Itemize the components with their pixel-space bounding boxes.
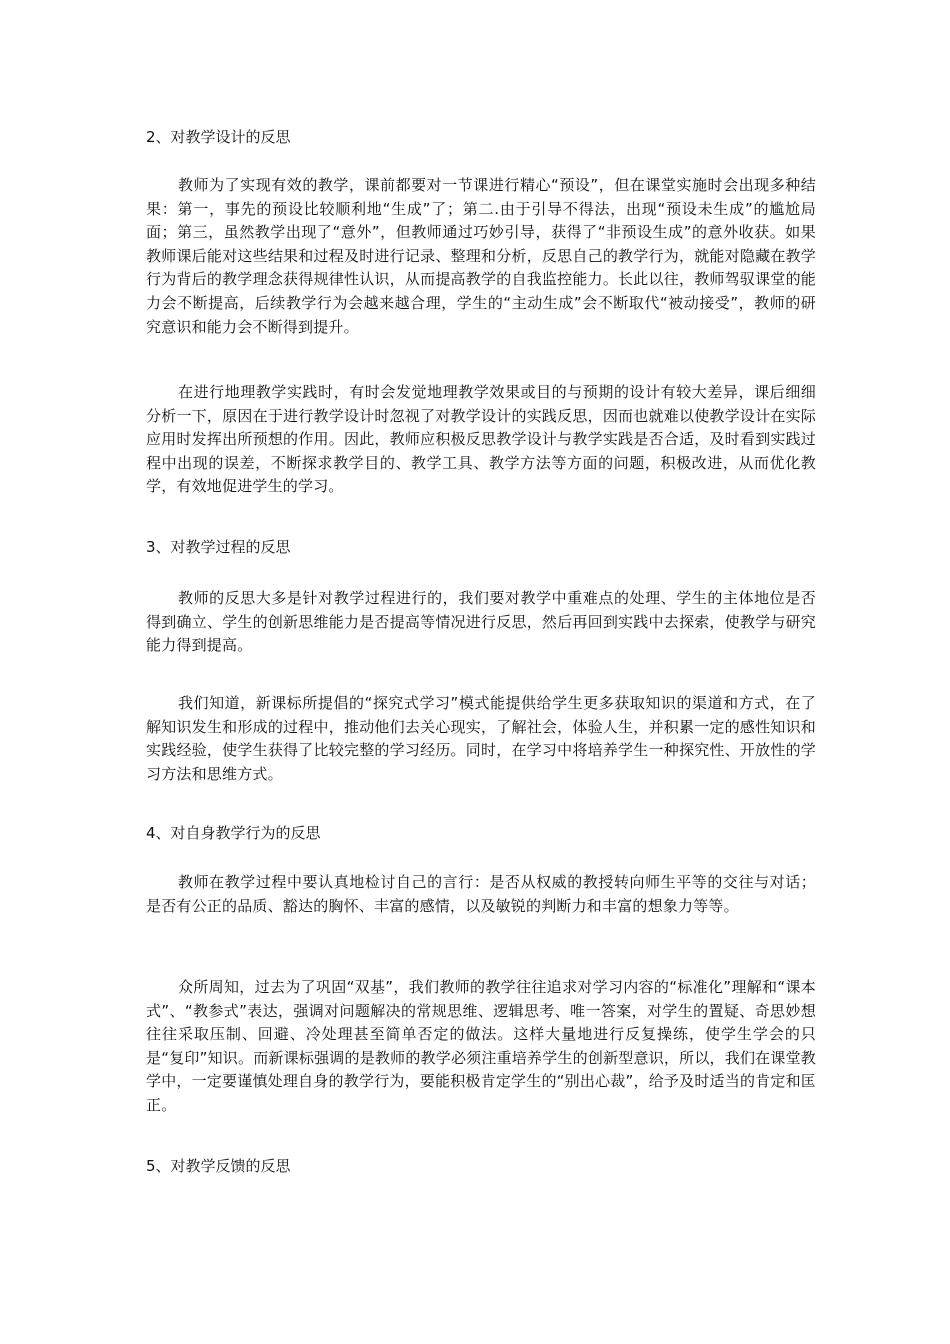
paragraph: 教师的反思大多是针对教学过程进行的，我们要对教学中重难点的处理、学生的主体地位是否得到确立、学生的创新思维能力是否提高等情况进行反思，然后再回到实践中去探索，使教学与研究能力得到提高。: [146, 589, 816, 655]
paragraph: 众所周知，过去为了巩固“双基”，我们教师的教学往往追求对学习内容的“标准化”理解和“课本式”、“教参式”表达，强调对问题解决的常规思维、逻辑思考、唯一答案，对学生的置疑、奇思妙想往往采取压制、回避、冷处理甚至简单否定的做法。这样大量地进行反复操练，使学生学会的只是“复印”知识。而新课标强调的是教师的教学必须注重培养学生的创新型意识，所以，我们在课堂教学中，一定要谨慎处理自身的教学行为，要能积极肯定学生的“别出心裁”，给予及时适当的肯定和匡正。: [146, 978, 816, 1114]
paragraph: 教师在教学过程中要认真地检讨自己的言行：是否从权威的教授转向师生平等的交往与对话；是否有公正的品质、豁达的胸怀、丰富的感情，以及敏锐的判断力和丰富的想象力等等。: [146, 873, 816, 915]
section-heading: 4、对自身教学行为的反思: [146, 824, 321, 842]
paragraph: 教师为了实现有效的教学，课前都要对一节课进行精心“预设”，但在课堂实施时会出现多种结果：第一，事先的预设比较顺利地“生成”了；第二.由于引导不得法，出现“预设未生成”的尴尬局面；第三，虽然教学出现了“意外”，但教师通过巧妙引导，获得了“非预设生成”的意外收获。如果教师课后能对这些结果和过程及时进行记录、整理和分析，反思自己的教学行为，就能对隐藏在教学行为背后的教学理念获得规律性认识，从而提高教学的自我监控能力。长此以往，教师驾驭课堂的能力会不断提高，后续教学行为会越来越合理，学生的“主动生成”会不断取代“被动接受”，教师的研究意识和能力会不断得到提升。: [146, 176, 816, 336]
paragraph: 我们知道，新课标所提倡的“探究式学习”模式能提供给学生更多获取知识的渠道和方式，在了解知识发生和形成的过程中，推动他们去关心现实，了解社会，体验人生，并积累一定的感性知识和实践经验，使学生获得了比较完整的学习经历。同时，在学习中将培养学生一种探究性、开放性的学习方法和思维方式。: [146, 694, 816, 783]
section-heading: 2、对教学设计的反思: [146, 128, 291, 146]
paragraph: 在进行地理教学实践时，有时会发觉地理教学效果或目的与预期的设计有较大差异，课后细细分析一下，原因在于进行教学设计时忽视了对教学设计的实践反思，因而也就难以使教学设计在实际应用时发挥出所预想的作用。因此，教师应积极反思教学设计与教学实践是否合适，及时看到实践过程中出现的误差，不断探求教学目的、教学工具、教学方法等方面的问题，积极改进，从而优化教学，有效地促进学生的学习。: [146, 383, 816, 496]
section-heading: 3、对教学过程的反思: [146, 538, 291, 556]
section-heading: 5、对教学反馈的反思: [146, 1157, 291, 1175]
